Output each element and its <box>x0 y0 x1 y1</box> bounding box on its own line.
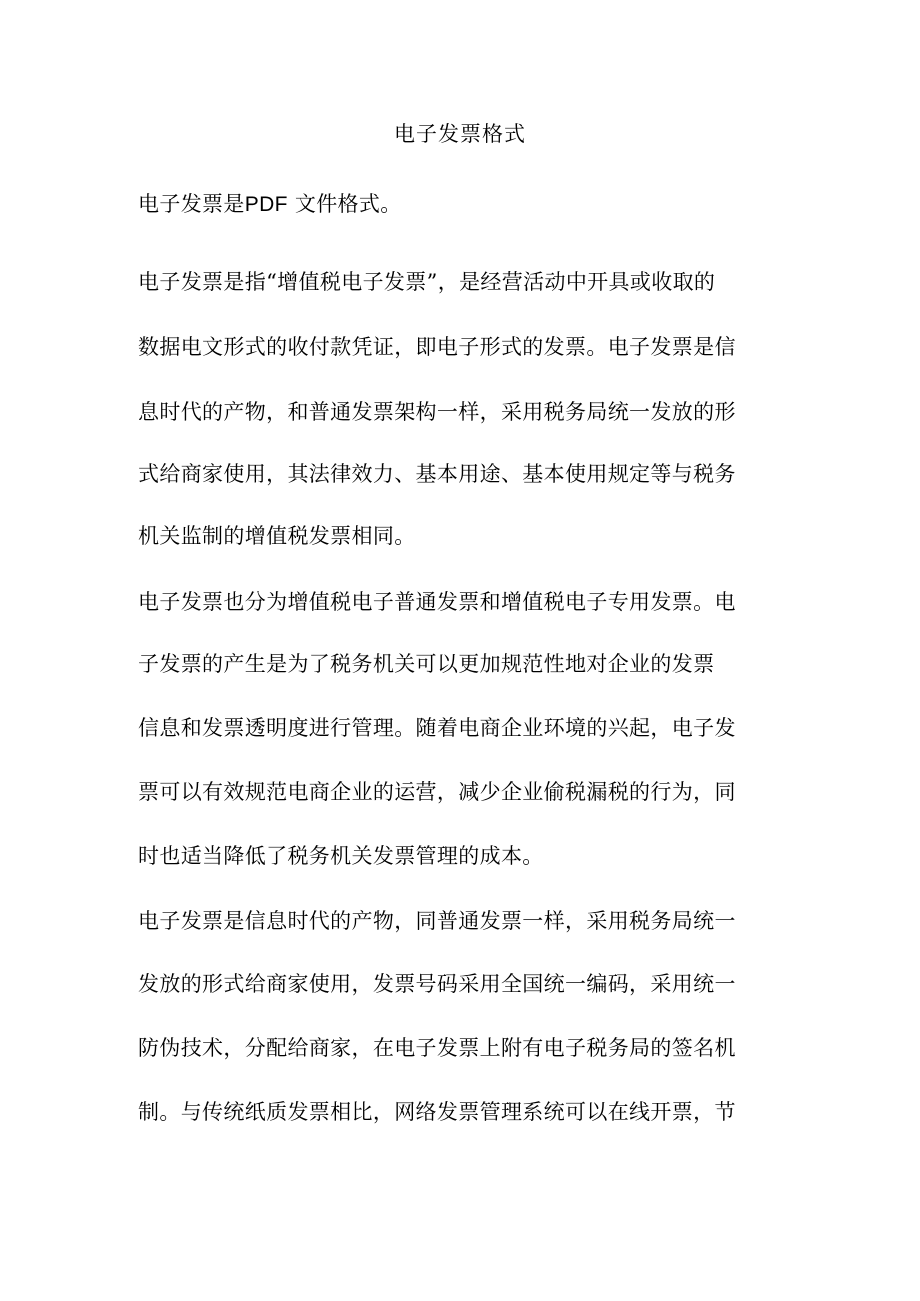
paragraph-1-line-1: 电子发票是指“增值税电子发票”，是经营活动中开具或收取的 <box>138 270 716 294</box>
paragraph-1-line-2: 数据电文形式的收付款凭证，即电子形式的发票。电子发票是信 <box>138 335 736 359</box>
paragraph-3-line-3: 防伪技术，分配给商家，在电子发票上附有电子税务局的签名机 <box>138 1036 736 1060</box>
paragraph-1-line-5: 机关监制的增值税发票相同。 <box>138 524 416 548</box>
format-statement-prefix: 电子发票是 <box>138 192 245 216</box>
paragraph-1-line-3: 息时代的产物，和普通发票架构一样，采用税务局统一发放的形 <box>138 400 736 424</box>
paragraph-2-line-3: 信息和发票透明度进行管理。随着电商企业环境的兴起，电子发 <box>138 716 736 740</box>
paragraph-3-line-2: 发放的形式给商家使用，发票号码采用全国统一编码，采用统一 <box>138 972 736 996</box>
document-title: 电子发票格式 <box>394 122 526 146</box>
paragraph-2-line-5: 时也适当降低了税务机关发票管理的成本。 <box>138 844 544 868</box>
format-statement-pdf: PDF <box>244 193 288 216</box>
paragraph-3-line-1: 电子发票是信息时代的产物，同普通发票一样，采用税务局统一 <box>138 909 736 933</box>
paragraph-2-line-4: 票可以有效规范电商企业的运营，减少企业偷税漏税的行为，同 <box>138 780 736 804</box>
format-statement <box>138 188 788 221</box>
format-statement-suffix: 文件格式。 <box>287 192 402 216</box>
paragraph-2-line-2: 子发票的产生是为了税务机关可以更加规范性地对企业的发票 <box>138 652 715 676</box>
paragraph-3-line-4: 制。与传统纸质发票相比，网络发票管理系统可以在线开票，节 <box>138 1100 736 1124</box>
paragraph-2-line-1: 电子发票也分为增值税电子普通发票和增值税电子专用发票。电 <box>138 590 736 614</box>
paragraph-1-line-4: 式给商家使用，其法律效力、基本用途、基本使用规定等与税务 <box>138 462 736 486</box>
